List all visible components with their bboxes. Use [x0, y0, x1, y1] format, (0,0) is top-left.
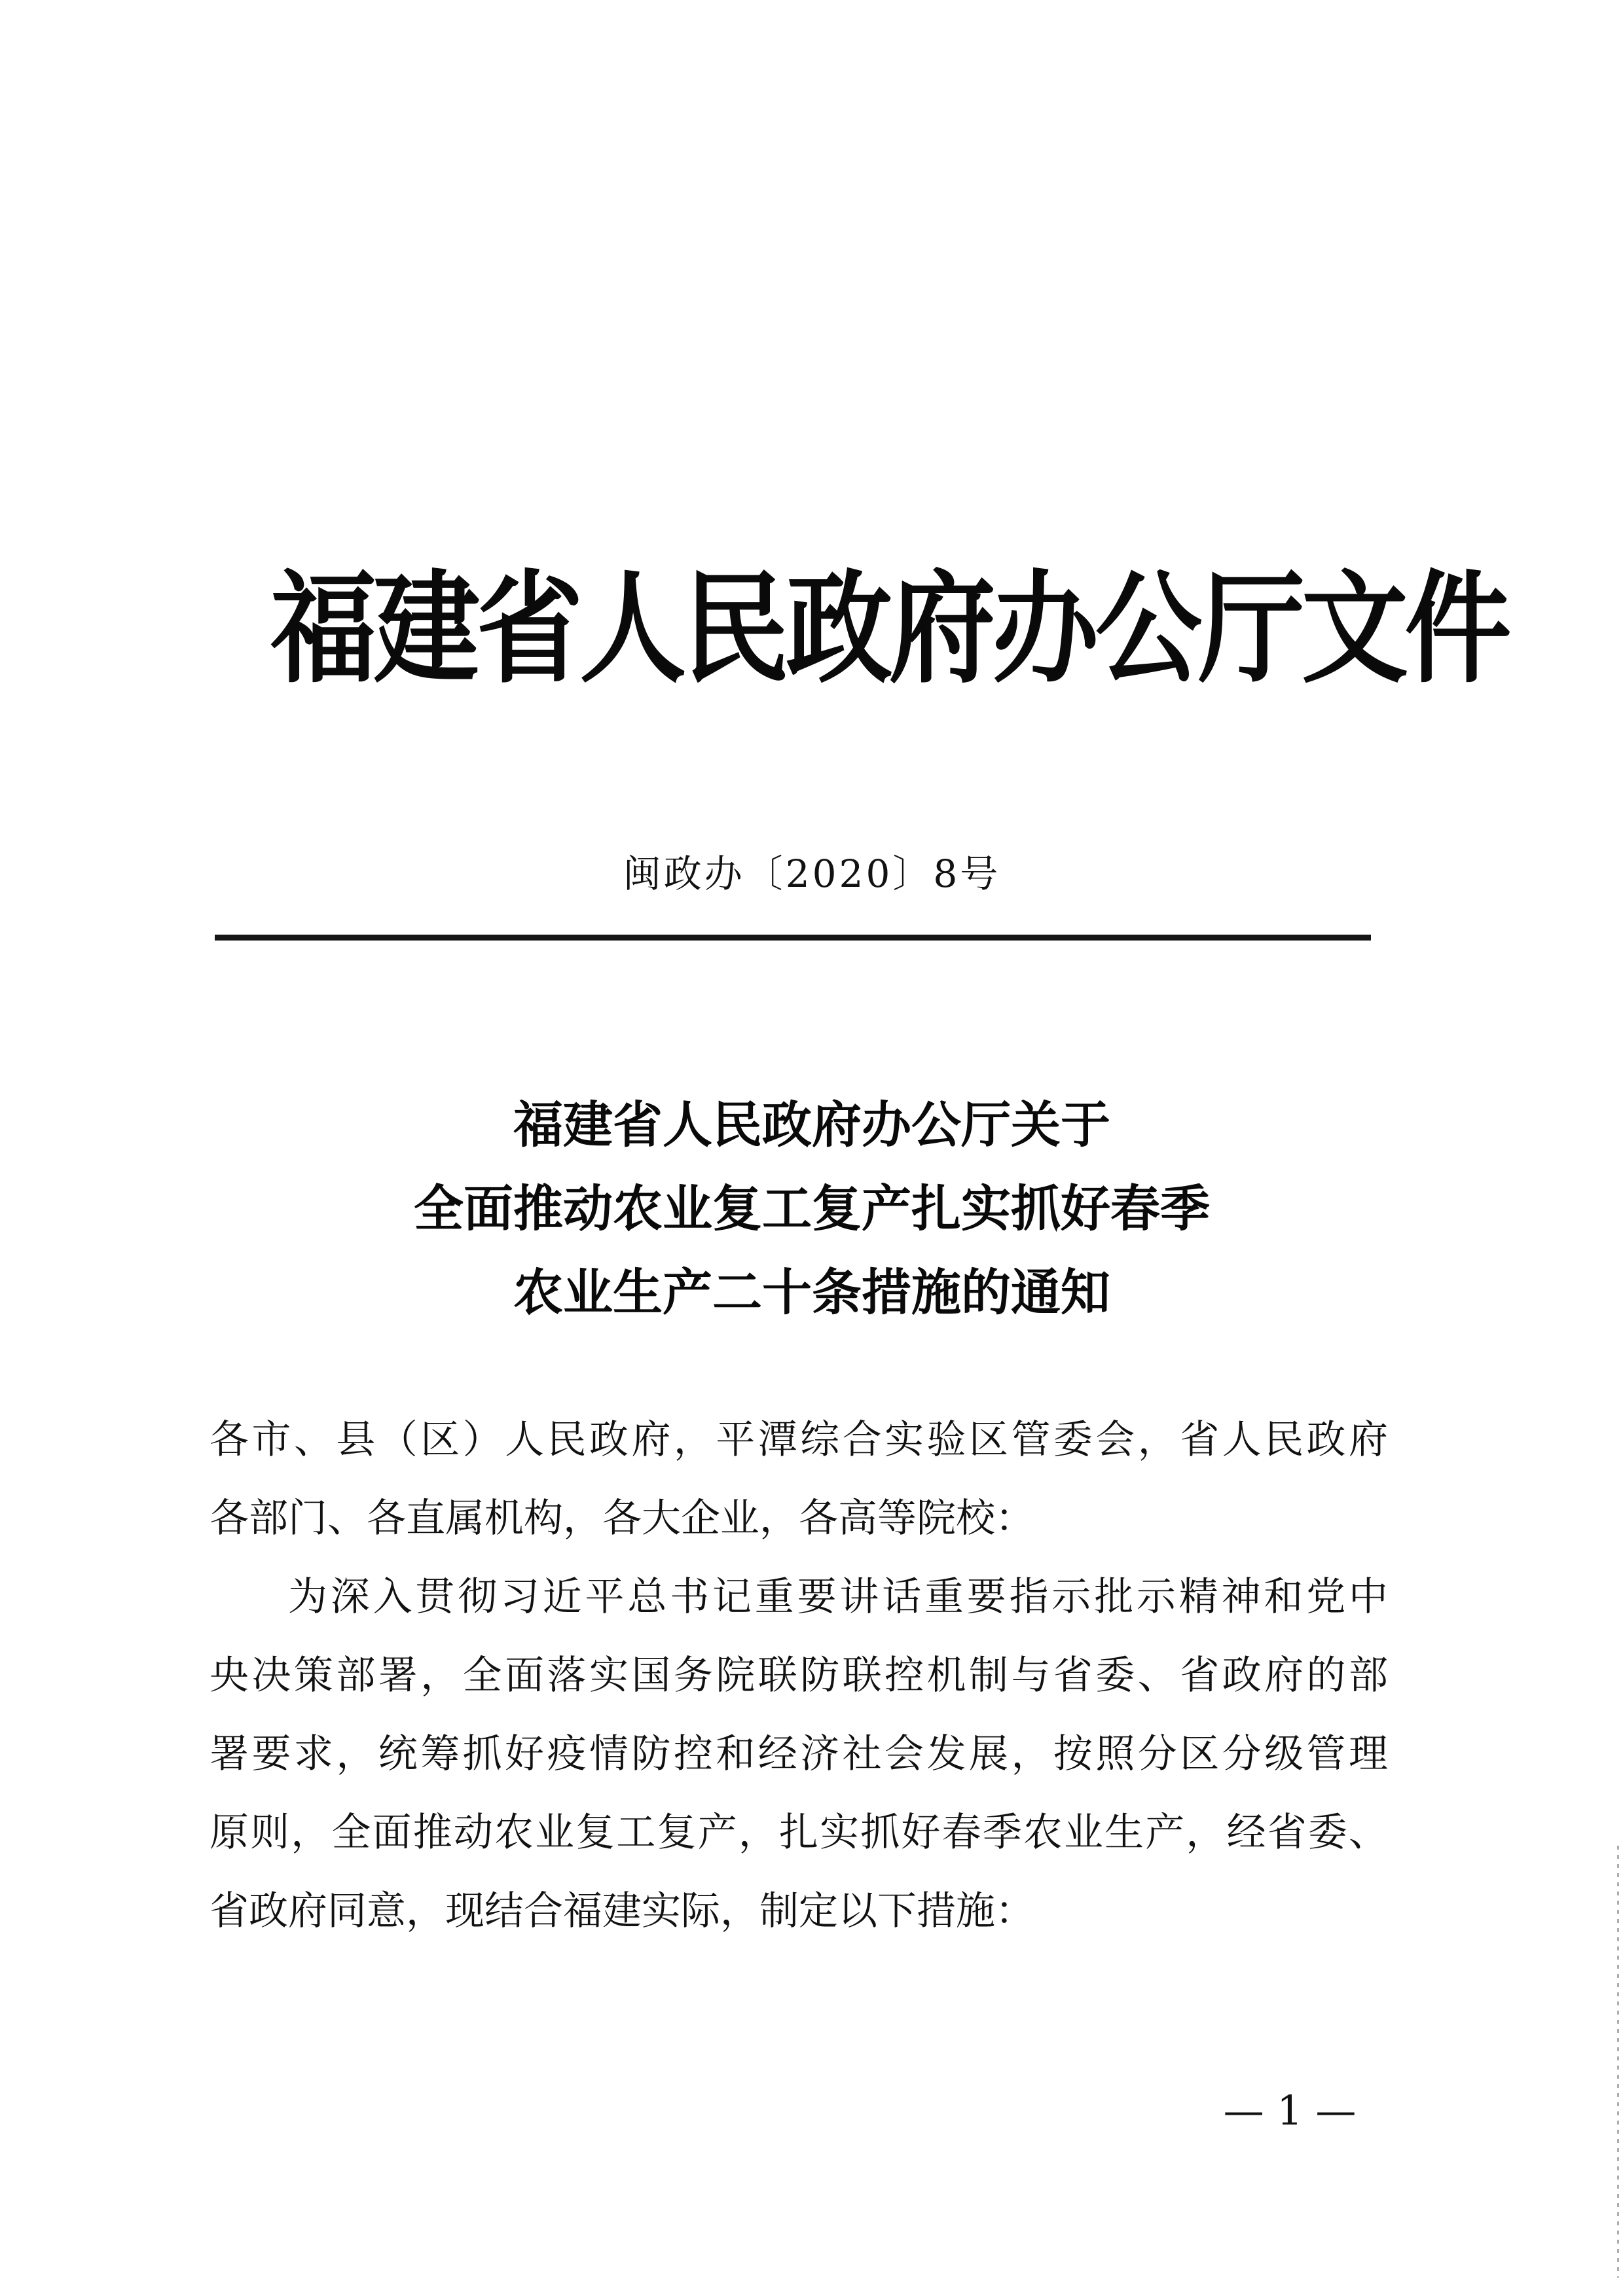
paragraph-line: 署要求，统筹抓好疫情防控和经济社会发展，按照分区分级管理: [210, 1731, 1388, 1777]
page-number: — 1 —: [1223, 2087, 1357, 2134]
paragraph-line: 央决策部署，全面落实国务院联防联控机制与省委、省政府的部: [210, 1653, 1388, 1698]
title-line: 福建省人民政府办公厅关于: [513, 1096, 1110, 1154]
title-line: 农业生产二十条措施的通知: [513, 1263, 1110, 1321]
document-body: [210, 1401, 1388, 1950]
paragraph-line: 原则，全面推动农业复工复产，扎实抓好春季农业生产，经省委、: [210, 1810, 1388, 1856]
addressee-line: 各部门、各直属机构，各大企业，各高等院校：: [210, 1496, 1034, 1541]
notice-title: [196, 1083, 1427, 1335]
document-number: 闽政办〔2020〕8号: [623, 852, 1001, 896]
issuing-authority-header: 福建省人民政府办公厅文件: [270, 557, 1508, 700]
title-line: 全面推动农业复工复产扎实抓好春季: [414, 1179, 1210, 1238]
paragraph-line: 省政府同意，现结合福建实际，制定以下措施：: [210, 1888, 1034, 1934]
header-separator-line: [215, 935, 1371, 941]
paragraph-line: 为深入贯彻习近平总书记重要讲话重要指示批示精神和党中: [288, 1574, 1388, 1620]
addressee-line: 各市、县（区）人民政府，平潭综合实验区管委会，省人民政府: [210, 1417, 1388, 1463]
scan-edge-artifact: [1617, 1846, 1619, 2278]
